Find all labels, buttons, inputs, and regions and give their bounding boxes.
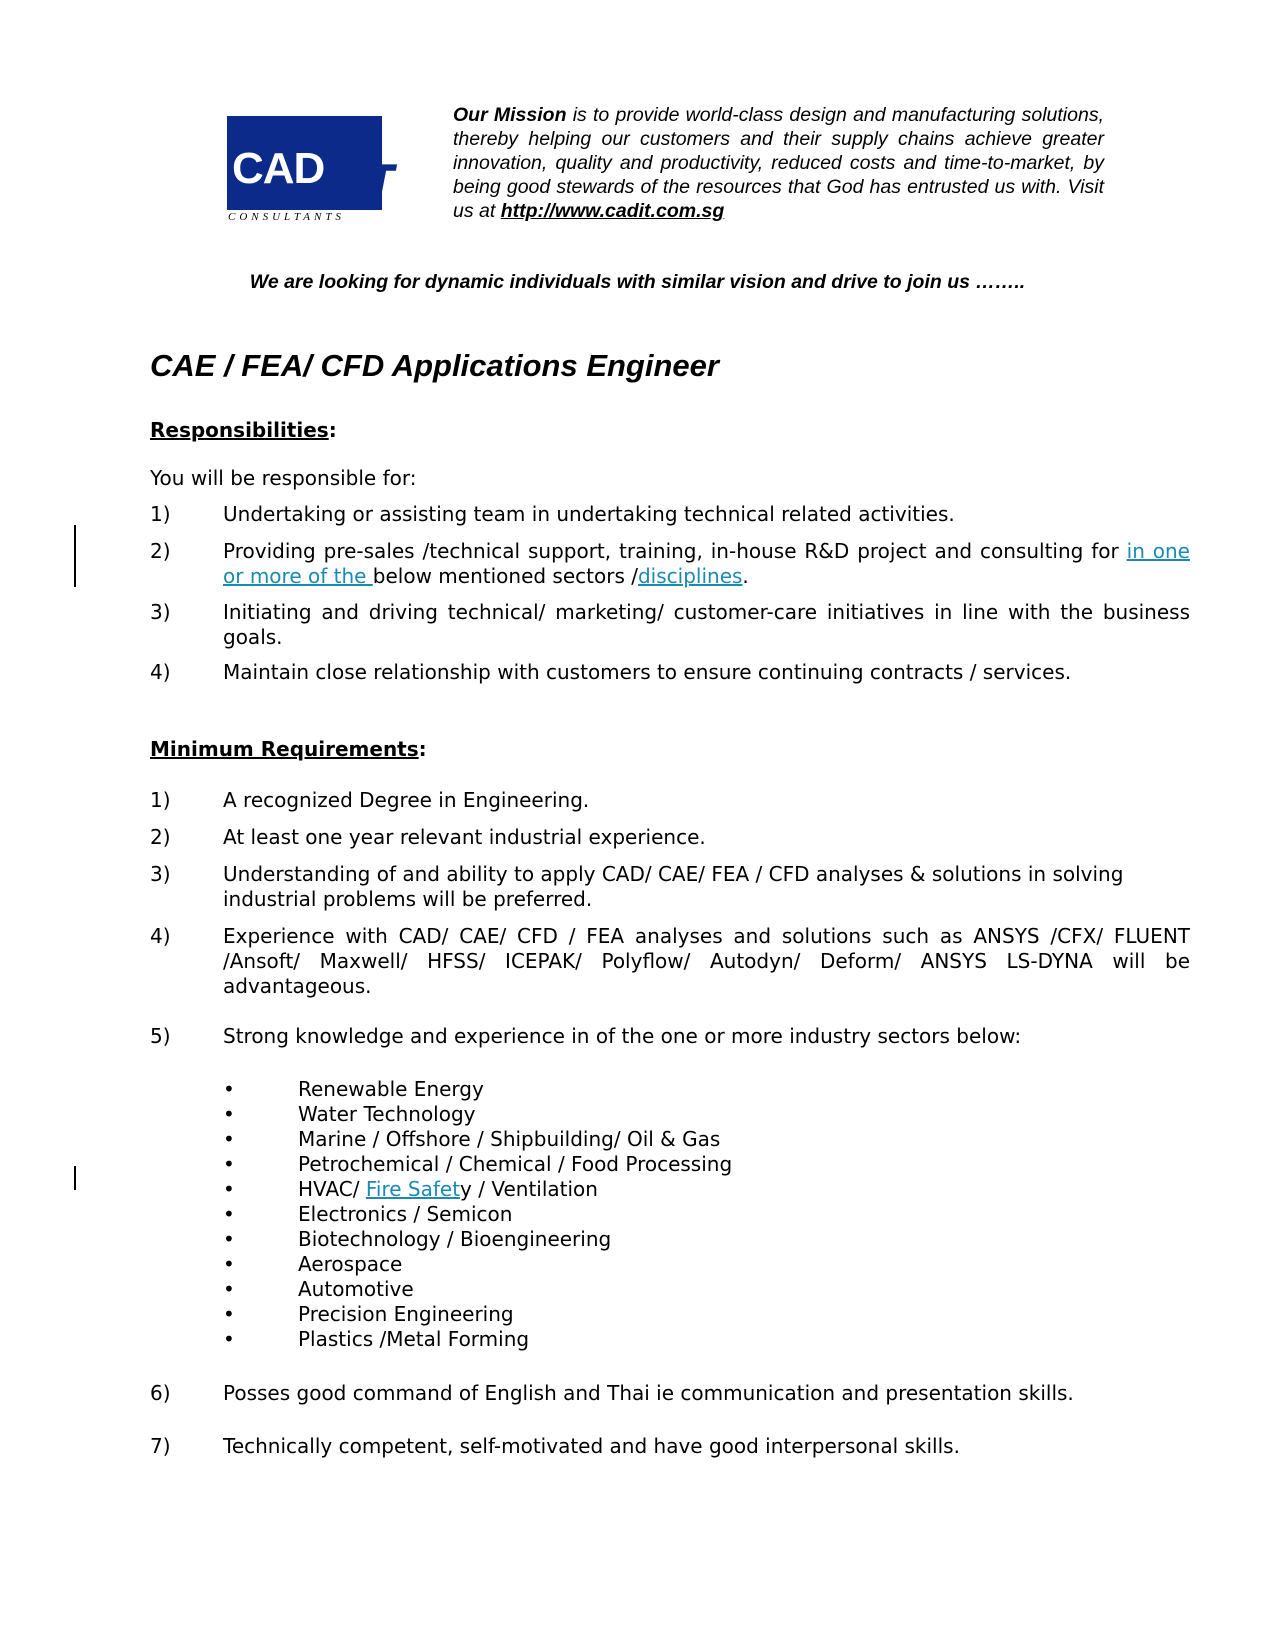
list-item: Posses good command of English and Thai ie communication and presentation skills. xyxy=(223,1381,1074,1405)
list-item: Understanding of and ability to apply CAD/ CAE/ FEA / CFD analyses & solutions in solving industrial problems will be preferred. xyxy=(223,862,1124,911)
sector-item: Plastics /Metal Forming xyxy=(298,1327,530,1351)
item-text: Providing pre-sales /technical support, training, in-house R&D project and consulting for xyxy=(223,539,1127,563)
sector-item: Biotechnology / Bioengineering xyxy=(298,1227,612,1251)
list-item: Undertaking or assisting team in undertaking technical related activities. xyxy=(223,502,955,526)
logo-it-text: IT xyxy=(356,156,392,205)
list-number: 5) xyxy=(150,1024,171,1048)
bullet-icon: • xyxy=(223,1102,235,1126)
sector-item: Petrochemical / Chemical / Food Processing xyxy=(298,1152,733,1176)
tracked-change-link[interactable]: in one or more of the xyxy=(223,539,1190,588)
bullet-icon: • xyxy=(223,1302,235,1326)
logo-main-text: CAD xyxy=(232,144,325,193)
tracked-change-link[interactable]: Fire Safet xyxy=(365,1177,461,1201)
item-text: y / Ventilation xyxy=(460,1177,598,1201)
revision-bar xyxy=(74,525,76,587)
sector-item: Marine / Offshore / Shipbuilding/ Oil & Gas xyxy=(298,1127,721,1151)
mission-text: is to provide world-class design and manufacturing solutions, thereby helping our customers and their supply chains achieve greater innovation, quality and productivity, reduced costs and time-to-market, by being good stewards of the resources that God has entrusted us with. Visit us at xyxy=(453,104,1104,222)
sector-item: Electronics / Semicon xyxy=(298,1202,513,1226)
list-item: A recognized Degree in Engineering. xyxy=(223,788,590,812)
list-item: Strong knowledge and experience in of the one or more industry sectors below: xyxy=(223,1024,1022,1048)
list-item: Technically competent, self-motivated and have good interpersonal skills. xyxy=(223,1434,960,1458)
mission-statement xyxy=(453,103,1104,223)
responsibilities-heading-text: Responsibilities xyxy=(150,418,329,442)
bullet-icon: • xyxy=(223,1177,235,1201)
bullet-icon: • xyxy=(223,1202,235,1226)
list-number: 6) xyxy=(150,1381,171,1405)
list-number: 1) xyxy=(150,502,171,526)
bullet-icon: • xyxy=(223,1077,235,1101)
heading-colon: : xyxy=(418,737,427,761)
bullet-icon: • xyxy=(223,1252,235,1276)
sector-item: Automotive xyxy=(298,1277,414,1301)
page-title: CAE / FEA/ CFD Applications Engineer xyxy=(150,348,719,383)
list-number: 3) xyxy=(150,600,171,624)
sector-item: Renewable Energy xyxy=(298,1077,484,1101)
list-item: Maintain close relationship with customers to ensure continuing contracts / services. xyxy=(223,660,1072,684)
list-number: 2) xyxy=(150,539,171,563)
list-number: 7) xyxy=(150,1434,171,1458)
list-item xyxy=(223,539,1190,589)
list-item: Experience with CAD/ CAE/ CFD / FEA analyses and solutions such as ANSYS /CFX/ FLUENT /Ansoft/ Maxwell/ HFSS/ ICEPAK/ Polyflow/ Autodyn/ Deform/ ANSYS LS-DYNA will be advantageous. xyxy=(223,924,1190,998)
list-number: 4) xyxy=(150,924,171,948)
list-item: Initiating and driving technical/ marketing/ customer-care initiatives in line with the business goals. xyxy=(223,600,1190,649)
bullet-icon: • xyxy=(223,1227,235,1251)
item-text: below mentioned sectors / xyxy=(372,564,638,588)
bullet-icon: • xyxy=(223,1327,235,1351)
tracked-change-link[interactable]: disciplines xyxy=(637,564,743,588)
requirements-heading xyxy=(150,737,427,761)
item-text: . xyxy=(742,564,749,588)
sector-item: Water Technology xyxy=(298,1102,476,1126)
list-number: 2) xyxy=(150,825,171,849)
bullet-icon: • xyxy=(223,1152,235,1176)
list-number: 3) xyxy=(150,862,171,886)
revision-bar xyxy=(74,1166,76,1190)
heading-colon: : xyxy=(328,418,337,442)
responsibilities-heading xyxy=(150,418,337,442)
sector-item: Aerospace xyxy=(298,1252,403,1276)
requirements-heading-text: Minimum Requirements xyxy=(150,737,419,761)
list-number: 1) xyxy=(150,788,171,812)
item-text: HVAC/ xyxy=(298,1177,366,1201)
sector-item: Precision Engineering xyxy=(298,1302,514,1326)
bullet-icon: • xyxy=(223,1127,235,1151)
tagline: We are looking for dynamic individuals with similar vision and drive to join us …….. xyxy=(249,271,1026,293)
sector-item xyxy=(298,1177,598,1202)
list-item: At least one year relevant industrial experience. xyxy=(223,825,706,849)
list-number: 4) xyxy=(150,660,171,684)
responsibilities-intro: You will be responsible for: xyxy=(150,466,417,490)
logo-subtitle: CONSULTANTS xyxy=(228,211,345,223)
mission-label: Our Mission xyxy=(453,104,567,126)
website-link[interactable]: http://www.cadit.com.sg xyxy=(500,200,725,222)
bullet-icon: • xyxy=(223,1277,235,1301)
